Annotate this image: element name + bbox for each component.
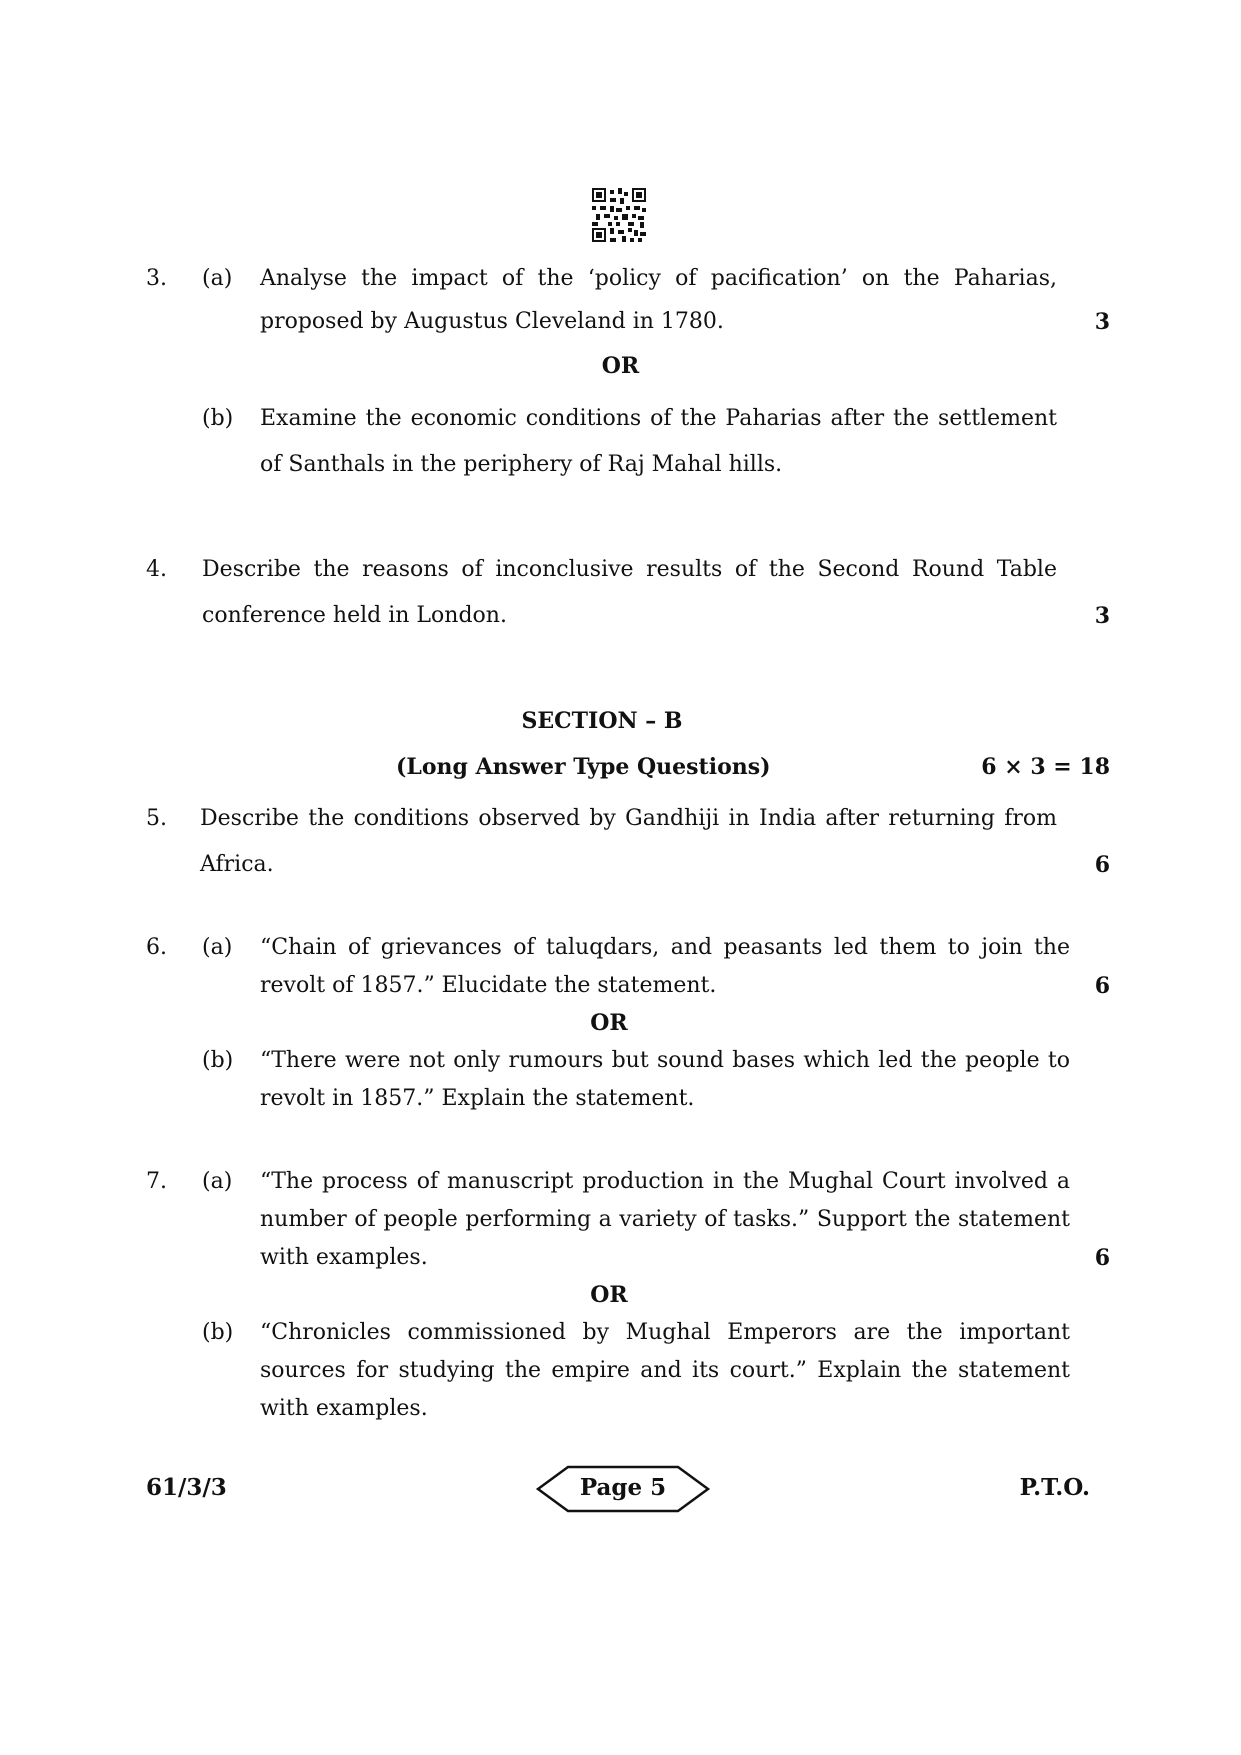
section-title: SECTION – B (521, 708, 683, 734)
or-separator: OR (590, 1282, 628, 1308)
marks: 3 (1094, 603, 1110, 629)
question-text: revolt of 1857.” Elucidate the statement. (260, 973, 717, 998)
question-text: of Santhals in the periphery of Raj Mahal hills. (260, 452, 783, 477)
question-text: with examples. (260, 1245, 428, 1270)
or-separator: OR (601, 353, 640, 379)
question-text: sources for studying the empire and its court.” Explain the statement (260, 1358, 1070, 1383)
question-text: Describe the conditions observed by Gandhiji in India after returning from (200, 806, 1057, 831)
marks: 6 (1094, 1245, 1110, 1271)
question-text: Examine the economic conditions of the Paharias after the settlement (260, 406, 1057, 431)
qr-code-icon (592, 188, 646, 242)
question-text: “Chain of grievances of taluqdars, and peasants led them to join the (260, 935, 1070, 960)
question-number: 3. (146, 266, 167, 291)
subquestion-label: (a) (202, 1169, 233, 1194)
question-text: “There were not only rumours but sound bases which led the people to (260, 1048, 1070, 1073)
subquestion-label: (b) (202, 406, 234, 431)
page-number-badge (534, 1464, 712, 1514)
question-text: Analyse the impact of the ‘policy of pacification’ on the Paharias, (260, 266, 1057, 291)
subquestion-label: (b) (202, 1320, 234, 1345)
marks: 6 (1094, 852, 1110, 878)
question-number: 4. (146, 557, 167, 582)
or-separator: OR (590, 1010, 628, 1036)
question-number: 7. (146, 1169, 167, 1194)
question-number: 5. (146, 806, 167, 831)
subquestion-label: (a) (202, 935, 233, 960)
question-text: with examples. (260, 1396, 428, 1421)
question-text: proposed by Augustus Cleveland in 1780. (260, 309, 724, 334)
question-text: revolt in 1857.” Explain the statement. (260, 1086, 695, 1111)
marks: 3 (1094, 309, 1110, 335)
question-text: conference held in London. (202, 603, 507, 628)
pto-label: P.T.O. (1019, 1474, 1090, 1501)
section-marks: 6 × 3 = 18 (981, 754, 1110, 780)
subquestion-label: (b) (202, 1048, 234, 1073)
section-subtitle: (Long Answer Type Questions) (396, 754, 771, 780)
question-text: “The process of manuscript production in the Mughal Court involved a (260, 1169, 1070, 1194)
question-text: Africa. (200, 852, 274, 877)
question-text: number of people performing a variety of tasks.” Support the statement (260, 1207, 1070, 1232)
marks: 6 (1094, 973, 1110, 999)
paper-code: 61/3/3 (146, 1474, 227, 1501)
question-text: “Chronicles commissioned by Mughal Emperors are the important (260, 1320, 1070, 1345)
question-text: Describe the reasons of inconclusive results of the Second Round Table (202, 557, 1057, 582)
subquestion-label: (a) (202, 266, 233, 291)
question-number: 6. (146, 935, 167, 960)
page-number: Page 5 (579, 1474, 667, 1501)
